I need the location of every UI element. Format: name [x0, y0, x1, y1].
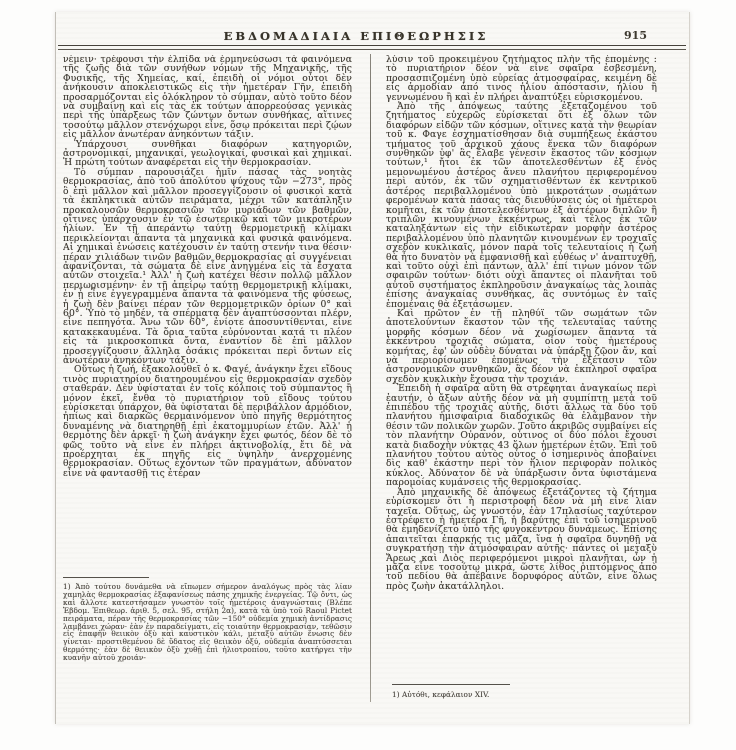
column-divider-rule	[370, 54, 371, 702]
paragraph: Ἐπειδὴ ἡ σφαῖρα αὕτη θὰ στρέφηται ἀναγκαίως περὶ ἑαυτήν, ὁ ἄξων αὐτῆς δέον νὰ μὴ συμπίπτῃ μετὰ τοῦ ἐπιπέδου τῆς τροχιᾶς αὐτῆς, διότι ἄλλως τὰ δύο τοῦ πλανήτου ἡμισφαίρια διαδοχικῶς θὰ ἐλάμβανον τὴν θέσιν τῶν πολικῶν χωρῶν. Τοῦτο ἀκριβῶς συμβαίνει εἰς τὸν πλανήτην Οὐρανόν, οὗτινος οἱ δύο πόλοι ἔχουσι κατὰ διαδοχὴν νύκτας 43 ὅλων ἡμετέρων ἐτῶν. Ἐπὶ τοῦ πλανήτου τούτου αὐτὸς οὗτος ὁ ἰσημερινὸς ἀποβαίνει δὶς καθ' ἑκάστην περὶ τὸν ἥλιον περιφορὰν πολικὸς κύκλος. Ἀδύνατον δὲ νὰ ὑπάρξωσιν ὄντα ὑφιστάμενα παρομοίας κυμάνσεις τῆς θερμοκρασίας.	[386, 383, 657, 489]
page-title: ΕΒΔΟΜΑΔΙΑΙΑ ΕΠΙΘΕΩΡΗΣΙΣ	[223, 29, 489, 43]
scanned-page	[55, 12, 690, 724]
paragraph: Οὕτως ἡ ζωή, ἐξακολουθεῖ ὁ κ. Φαγέ, ἀνάγκην ἔχει εἴδους τινὸς πυριατηρίου διατηρουμένου εἰς θερμοκρασίαν σχεδὸν σταθεράν. Δὲν ὑφίσταται ἐν τοῖς κόλποις τοῦ σύμπαντος ἢ μόνον ἐκεῖ, ἔνθα τὸ πυριατήριον τοῦ εἴδους τούτου εὑρίσκεται ὑπάρχον, θὰ ὑφίσταται δὲ περιβάλλον ἁρμόδιον, ἠπίως καὶ διαρκῶς θερμαινόμενον ὑπὸ πηγῆς θερμότητος δυναμένης νὰ διατηρηθῇ ἐπὶ ἑκατομμυρίων ἐτῶν. Ἀλλ' ἡ θερμότης δὲν ἀρκεῖ· ἡ ζωὴ ἀνάγκην ἔχει φωτός, δέον δὲ τὸ φῶς τοῦτο νὰ εἶνε ἐν πλήρει ἀκτινοβολίᾳ, ἔτι δὲ νὰ προέρχηται ἐκ πηγῆς εἰς ὑψηλὴν ἀνερχομένης θερμοκρασίαν. Οὕτως ἐχόντων τῶν πραγμάτων, ἀδύνατον εἶνε νὰ φαντασθῇ τις ἑτέραν	[63, 364, 352, 479]
paragraph: Καὶ πρῶτον ἐν τῇ πληθύϊ τῶν σωμάτων τῶν ἀποτελούντων ἕκαστον τῶν τῆς τελευταίας ταύτης μορφῆς κόσμων δέον νὰ χωρίσωμεν ἅπαντα τὰ ἐκκέντρου τροχιᾶς σώματα, οἷον τοὺς ἡμετέρους κομήτας, ἐφ' ὧν οὐδὲν δύναται νὰ ὑπάρξῃ ζῷον ἄν, καὶ νὰ περιορίσωμεν ἑπομένως τὴν ἐξέτασιν τῶν ἀστρονομικῶν συνθηκῶν, ἃς δέον νὰ ἐκπληροῖ σφαῖρα σχεδὸν κυκλικὴν ἔχουσα τὴν τροχιάν.	[386, 307, 657, 385]
paragraph: Ἀπὸ τῆς ἀπόψεως ταύτης ἐξεταζομένου τοῦ ζητήματος εὐχερῶς εὑρίσκεται ὅτι ἐξ ὅλων τῶν διαφόρων εἰδῶν τῶν κόσμων, οἵτινες κατὰ τὴν θεωρίαν τοῦ κ. Φαγε ἐσχηματίσθησαν διὰ συμπήξεως ἑκάστου τμήματος τοῦ ἀρχικοῦ χάους ἕνεκα τῶν διαφόρων συνθηκῶν ὑφ' ἃς ἔλαβε γένεσιν ἕκαστος τῶν κόσμων τούτων,¹ ἤτοι ἐκ τῶν ἀποτελεσθέντων ἐξ ἑνὸς μεμονωμένου ἀστέρος ἄνευ πλανήτου περιφερομένου περὶ αὐτόν, ἐκ τῶν σχηματισθέντων ἐκ κεντρικοῦ ἀστέρος περιβαλλομένου ὑπὸ μικροτάτων σωμάτων φερομένων κατὰ πάσας τὰς διευθύνσεις ὡς οἱ ἡμέτεροι κομῆται, ἐκ τῶν ἀποτελεσθέντων ἐξ ἀστέρων διπλῶν ἢ τριπλῶν κινουμένων ἐκκέντρως, καὶ τέλος ἐκ τῶν καταληξάντων εἰς τὴν εἰδικωτέραν μορφὴν ἀστέρος περιβαλλομένου ὑπὸ πλανητῶν κινουμένων ἐν τροχιαῖς σχεδὸν κυκλικαῖς, μόνον παρὰ τοῖς τελευταίοις ἡ ζωὴ θὰ ἦτο δυνατὸν νὰ ἐμφανισθῇ καὶ εὐθέως ν' ἀναπτυχθῇ, καὶ τοῦτο οὐχὶ ἐπὶ πάντων, ἀλλ' ἐπί τινων μόνον τῶν σφαιρῶν τούτων· διότι οὐχὶ ἅπαντες οἱ πλανῆται τοῦ αὐτοῦ συστήματος ἐκπληροῦσιν ἀναγκαίως τὰς λοιπὰς ἐπίσης ἀναγκαίας συνθήκας, ἃς συντόμως ἐν ταῖς ἑπομέναις θὰ ἐξετάσωμεν.	[386, 101, 657, 310]
right-footnote-rule	[392, 684, 510, 685]
left-column-text	[63, 55, 352, 567]
paragraph: Ὑπάρχουσι συνθῆκαι διαφόρων κατηγοριῶν, ἀστρονομικαί, μηχανικαί, γεωλογικαί, φυσικαὶ καὶ χημικαί. Ἡ πρώτη τούτων ἀναφέρεται εἰς τὴν θερμοκρασίαν.	[63, 138, 352, 169]
right-column-text	[386, 55, 657, 655]
paragraph: νέμειν· τρέφουσι τὴν ἐλπίδα νὰ ἑρμηνεύσωσι τὰ φαινόμενα τῆς ζωῆς διὰ τῶν συνήθων νόμων τῆς Μηχανικῆς, τῆς Φυσικῆς, τῆς Χημείας, καί, ἐπειδὴ οἱ νόμοι οὗτοι δὲν ἀνήκουσιν ἀποκλειστικῶς εἰς τὴν ἡμετέραν Γῆν, ἐπειδὴ προσαρμόζονται εἰς ὁλόκληρον τὸ σύμπαν, αὐτὸ τοῦτο δέον νὰ συμβαίνῃ καὶ εἰς τὰς ἐκ τούτων ἀπορρεούσας γενικὰς περὶ τῆς ὑπάρξεως τῶν ζώντων ὄντων συνθήκας, αἵτινες τοσούτῳ μᾶλλον στενόχωροι εἶνε, ὅσῳ πρόκειται περὶ ζῴων εἰς μᾶλλον ἀνωτέραν ἀνηκόντων τάξιν.	[63, 55, 352, 141]
paragraph: λύσιν τοῦ προκειμένου ζητήματος πλὴν τῆς ἑπομένης : τὸ πυριατήριον δέον νὰ εἶνε σφαῖρα ἐσβεσμένη, προσασπιζομένη ὑπὸ εὐρείας ἀτμοσφαίρας, κειμένη δὲ εἰς ἁρμοδίαν ἀπό τινος ἡλίου ἀπόστασιν, ἡλίου ἢ γεννωμένου ἢ καὶ ἐν πλήρει ἀναπτύξει εὑρισκομένου.	[386, 55, 657, 103]
right-column	[386, 55, 657, 701]
paragraph: Ἀπὸ μηχανικῆς δὲ ἀπόψεως ἐξετάζοντες τὸ ζήτημα εὑρίσκομεν ὅτι ἡ περιστροφὴ δέον νὰ μὴ εἶνε λίαν ταχεῖα. Οὕτως, ὡς γνωστόν, ἐὰν 17πλασίως ταχύτερον ἐστρέφετο ἡ ἡμετέρα Γῆ, ἡ βαρύτης ἐπὶ τοῦ ἰσημερινοῦ θὰ ἐμηδενίζετο ὑπὸ τῆς φυγοκέντρου δυνάμεως. Ἐπίσης ἀπαιτεῖται ἐπαρκής τις μᾶζα, ἵνα ἡ σφαῖρα δυνηθῇ νὰ συγκρατήσῃ τὴν ἀτμόσφαιραν αὐτῆς· πάντες οἱ μεταξὺ Ἄρεως καὶ Διὸς περιφερόμενοι μικροὶ πλανῆται, ὧν ἡ μᾶζα εἶνε τοσούτῳ μικρά, ὥστε λίθος ῥιπτόμενος ἀπὸ τοῦ πεδίου θὰ ἀπέβαινε δορυφόρος αὐτῶν, εἶνε ὅλως πρὸς ζωὴν ἀκατάλληλοι.	[386, 486, 657, 592]
paragraph: Τὸ σύμπαν παρουσιάζει ἡμῖν πάσας τὰς νοητὰς θερμοκρασίας, ἀπὸ τοῦ ἀπολύτου ψύχους τῶν −273°, πρὸς ὃ ἐπὶ μᾶλλον καὶ μᾶλλον προσεγγίζουσιν οἱ φυσικοὶ κατὰ τὰ ἐκπληκτικὰ αὐτῶν πειράματα, μέχρι τῶν κατάπληξιν προκαλουσῶν θερμοκρασιῶν τῶν μυριάδων τῶν βαθμῶν, οἵτινες ὑπάρχουσιν ἐν τῷ ἐσωτερικῷ καὶ τῶν μικροτέρων ἡλίων. Ἐν τῇ ἀπεράντῳ ταύτῃ θερμομετρικῇ κλίμακι περικλείονται ἅπαντα τὰ μηχανικὰ καὶ φυσικὰ φαινόμενα. Αἱ χημικαὶ ἑνώσεις κατέχουσιν ἐν ταύτῃ στενήν τινα θέσιν· πέραν χιλιάδων τινῶν βαθμῶν θερμοκρασίας αἱ συγγένειαι ἀφανίζονται, τὰ σώματα δὲ εἶνε ἀνηγμένα εἰς τὰ ἔσχατα αὐτῶν στοιχεῖα.¹ Ἀλλ' ἡ ζωὴ κατέχει θέσιν πολλῷ μᾶλλον περιωρισμένην· ἐν τῇ ἀπείρῳ ταύτῃ θερμομετρικῇ κλίμακι, ἐν ᾗ εἶνε ἐγγεγραμμένα ἅπαντα τὰ φαινόμενα τῆς φύσεως, ἡ ζωὴ δὲν βαίνει πέραν τῶν θερμομετρικῶν ὁρίων 0° καὶ 60°. Ὑπὸ τὸ μηδέν, τὰ σπέρματα δὲν ἀναπτύσσονται πλέον, εἶνε πεπηγότα. Ἄνω τῶν 60°, ἐνίοτε ἀποσυντίθενται, εἶνε κατακεκαυμένα. Τὰ ὅρια ταῦτα εὐρύνονται κατά τι πλέον εἰς τὰ μικροσκοπικὰ ὄντα, ἐναντίον δὲ ἐπὶ μᾶλλον προσεγγίζουσιν ἄλληλα ὁσάκις πρόκειται περὶ ὄντων εἰς ἀνωτέραν ἀνηκόντων τάξιν.	[63, 166, 352, 366]
right-footnote: 1) Αὐτόθι, κεφάλαιον XIV.	[392, 690, 490, 700]
left-footnote-rule	[63, 577, 149, 578]
header-double-rule	[58, 45, 686, 50]
page-number: 915	[624, 29, 647, 42]
left-column	[63, 55, 352, 701]
left-footnote: 1) Ἀπὸ τούτου δυνάμεθα νὰ εἴπωμεν σήμερον ἀναλόγως πρὸς τὰς λίαν χαμηλὰς θερμοκρασίας ἐξαφανίσεως πάσης χημικῆς ἐνεργείας. Τῷ ὄντι, ὡς καὶ ἄλλοτε κατεστήσαμεν γνωστὸν τοῖς ἡμετέροις ἀναγνώσταις (Βλέπε Ἑβδομ. Ἐπιθεωρ. ἀριθ. 5, σελ. 95, στήλη 2α), κατὰ τὰ ὑπὸ τοῦ Raoul Pictet πειράματα, πέραν τῆς θερμοκρασίας τῶν −150° οὐδεμία χημικὴ ἀντίδρασις λαμβάνει χώραν· ἐὰν ἐν παραδείγματι, εἰς τοιαύτην θερμοκρασίαν, τεθῶσιν εἰς ἐπαφὴν θειικὸν ὀξὺ καὶ καυστικὸν κάλι, μεταξὺ αὐτῶν ἕνωσις δὲν γίνεται· προστιθεμένου δὲ ὕδατος εἰς θειικὸν ὀξύ, οὐδεμία ἀναπτύσσεται θερμότης· ἐὰν δὲ θειικὸν ὀξὺ χυθῇ ἐπὶ ἡλιοτροπίου, τοῦτο κατήργει τὴν κυανῆν αὐτοῦ χροιάν-	[63, 583, 352, 663]
